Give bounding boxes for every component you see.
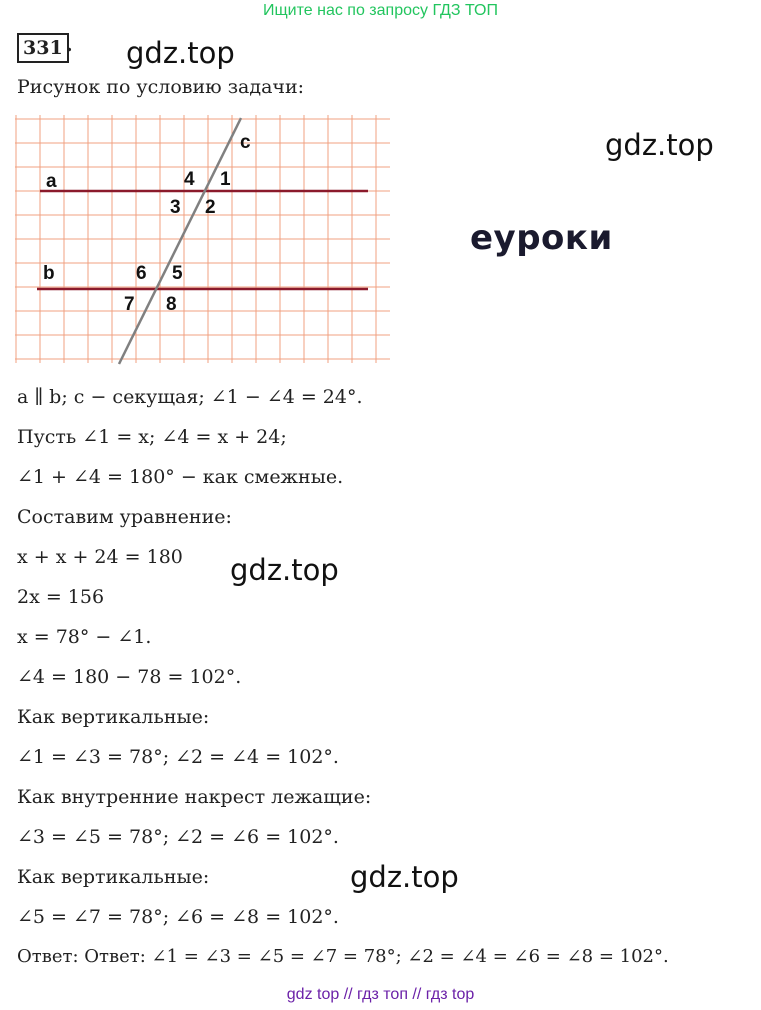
solution-line: 2x = 156: [17, 586, 105, 608]
solution-line: ∠1 = ∠3 = 78°; ∠2 = ∠4 = 102°.: [17, 746, 339, 768]
problem-number-dot: .: [66, 34, 73, 56]
solution-line: a ∥ b; c − секущая; ∠1 − ∠4 = 24°.: [17, 386, 363, 408]
answer-line: Ответ: Ответ: ∠1 = ∠3 = ∠5 = ∠7 = 78°; ∠2 = ∠4 = ∠6 = ∠8 = 102°.: [17, 946, 669, 967]
watermark: gdz.top: [350, 860, 459, 894]
solution-line: Как вертикальные:: [17, 866, 210, 888]
solution-line: Составим уравнение:: [17, 506, 232, 528]
solution-line: Как вертикальные:: [17, 706, 210, 728]
angle-5: 5: [172, 263, 183, 284]
solution-line: ∠3 = ∠5 = 78°; ∠2 = ∠6 = 102°.: [17, 826, 339, 848]
solution-line: x + x + 24 = 180: [17, 546, 183, 568]
footer-links[interactable]: gdz top // гдз топ // гдз top: [286, 986, 475, 1003]
solution-line: Как внутренние накрест лежащие:: [17, 786, 372, 808]
angle-8: 8: [166, 294, 177, 315]
solution-line: ∠4 = 180 − 78 = 102°.: [17, 666, 242, 688]
angle-1: 1: [220, 169, 231, 190]
solution-line: ∠1 + ∠4 = 180° − как смежные.: [17, 466, 344, 488]
problem-number: 331: [17, 33, 69, 63]
secant-line-c: [119, 118, 241, 364]
grid: [15, 115, 390, 363]
figure-caption: Рисунок по условию задачи:: [17, 76, 305, 98]
angle-6: 6: [136, 263, 147, 284]
label-b: b: [43, 263, 55, 284]
watermark: gdz.top: [126, 36, 235, 70]
label-c: c: [240, 132, 251, 153]
search-banner[interactable]: Ищите нас по запросу ГДЗ ТОП: [263, 2, 498, 19]
watermark: gdz.top: [605, 128, 714, 162]
solution-line: x = 78° − ∠1.: [17, 626, 152, 648]
solution-line: Пусть ∠1 = x; ∠4 = x + 24;: [17, 426, 287, 448]
angle-3: 3: [170, 197, 181, 218]
solution-line: ∠5 = ∠7 = 78°; ∠6 = ∠8 = 102°.: [17, 906, 339, 928]
watermark-logo: еуроки: [470, 218, 613, 258]
angle-7: 7: [124, 294, 135, 315]
watermark: gdz.top: [230, 553, 339, 587]
geometry-figure: [15, 115, 395, 370]
angle-4: 4: [184, 169, 195, 190]
label-a: a: [46, 171, 57, 192]
angle-2: 2: [205, 197, 216, 218]
